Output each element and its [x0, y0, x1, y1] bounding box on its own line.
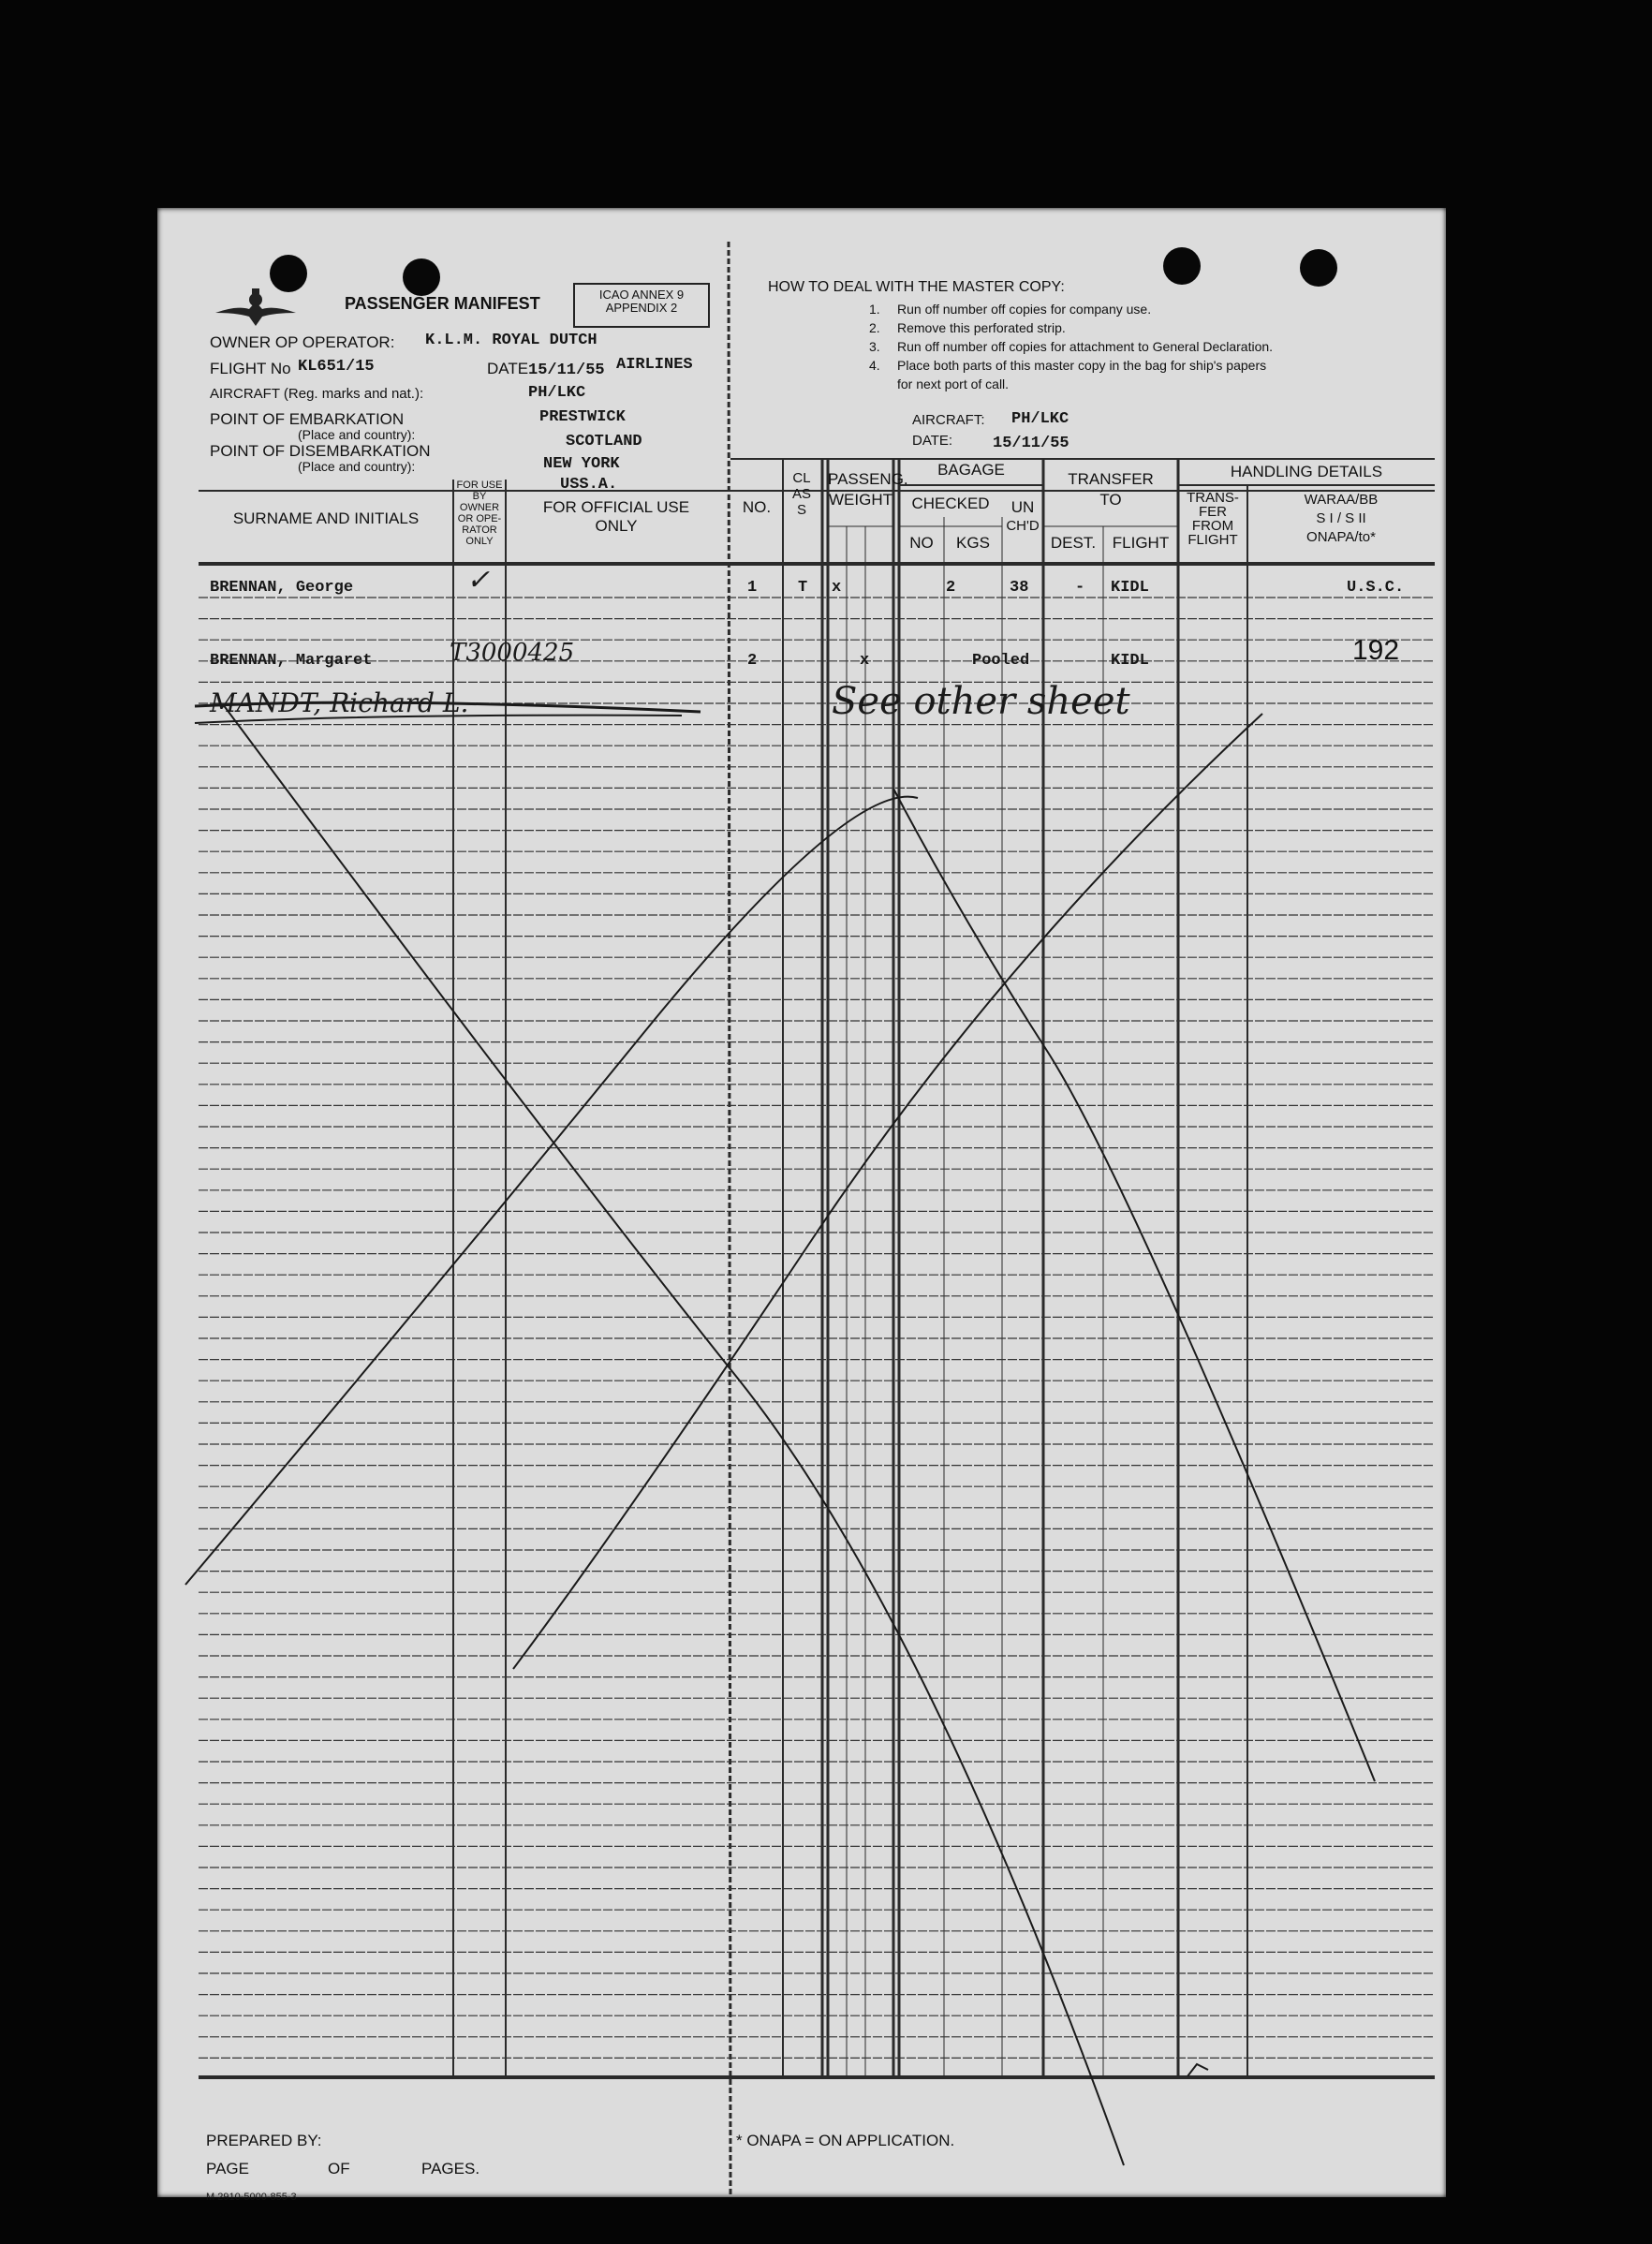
disembark-sub: (Place and country): [298, 459, 416, 474]
instr-aircraft-value: PH/LKC [1011, 410, 1069, 428]
embark-value: SCOTLAND [566, 433, 642, 450]
icao-line: APPENDIX 2 [605, 301, 678, 315]
handwritten-note: See other sheet [832, 680, 1130, 723]
official-handwritten: T3000425 [450, 639, 575, 667]
bag-kgs: 38 [1010, 579, 1029, 597]
instr-aircraft-label: AIRCRAFT: [912, 412, 985, 428]
col-class: CLASS [792, 470, 812, 518]
col-no: NO. [742, 498, 772, 516]
instr-date-value: 15/11/55 [993, 435, 1069, 452]
passenger-weight: x [832, 579, 842, 597]
col-dest: DEST. [1050, 534, 1097, 552]
page-label: PAGE [206, 2160, 249, 2178]
instructions-title: HOW TO DEAL WITH THE MASTER COPY: [768, 279, 1065, 295]
col-transfer: TRANSFER [1068, 470, 1154, 488]
col-for-use: FOR USE BY OWNER OR OPE- RATOR ONLY [456, 480, 503, 547]
col-sis: S I / S II [1316, 510, 1366, 526]
owner-label: OWNER OP OPERATOR: [210, 333, 395, 351]
passenger-no: 1 [747, 579, 758, 597]
col-transfer-to: TO [1099, 491, 1122, 509]
onapa-note: * ONAPA = ON APPLICATION. [736, 2132, 955, 2149]
disembark-value: USS.A. [560, 476, 618, 494]
of-label: OF [328, 2160, 350, 2178]
embark-label: POINT OF EMBARKATION [210, 410, 405, 428]
instr-date-label: DATE: [912, 433, 953, 449]
aircraft-value: PH/LKC [528, 384, 586, 402]
embark-sub: (Place and country): [298, 427, 416, 442]
bag-count: 2 [946, 579, 956, 597]
col-unchecked: UN [1010, 498, 1035, 516]
col-checked: CHECKED [911, 495, 990, 512]
col-waraa: WARAA/BB [1304, 492, 1379, 508]
passenger-name: BRENNAN, George [210, 579, 354, 597]
col-official: FOR OFFICIAL USE ONLY [542, 498, 690, 535]
instruction-item: 3. Run off number off copies for attachment to General Declaration. [869, 339, 1274, 354]
check-mark: ✓ [466, 564, 491, 597]
form-number: M 2910-5000-855-3 [206, 2192, 297, 2203]
col-bag-no: NO [909, 534, 934, 552]
embark-value: PRESTWICK [539, 408, 626, 426]
unchecked-bag: - [1075, 579, 1085, 597]
form-title: PASSENGER MANIFEST [345, 294, 540, 313]
handling-code: U.S.C. [1347, 579, 1405, 597]
disembark-label: POINT OF DISEMBARKATION [210, 442, 431, 460]
instruction-item: 2. Remove this perforated strip. [869, 320, 1066, 335]
col-surname: SURNAME AND INITIALS [232, 509, 420, 527]
passenger-name: BRENNAN, Margaret [210, 652, 373, 670]
prepared-by-label: PREPARED BY: [206, 2132, 322, 2149]
flight-label: FLIGHT No [210, 360, 291, 377]
aircraft-label: AIRCRAFT (Reg. marks and nat.): [210, 386, 424, 402]
passenger-weight: x [860, 652, 870, 670]
transfer-dest: KIDL [1111, 579, 1149, 597]
col-passeng: PASSENG. [828, 470, 908, 488]
bag-pooled: Pooled [972, 652, 1030, 670]
col-handling: HANDLING DETAILS [1230, 463, 1383, 480]
col-unchecked-2: CH'D [1006, 518, 1040, 534]
instruction-item: 4. Place both parts of this master copy in the bag for ship's papers [869, 358, 1267, 373]
manifest-sheet [157, 208, 1446, 2203]
col-kgs: KGS [956, 534, 990, 552]
date-value: 15/11/55 [528, 362, 605, 379]
icao-line: ICAO ANNEX 9 [598, 288, 685, 302]
instruction-item: 1. Run off number off copies for company use. [869, 302, 1152, 317]
passenger-no: 2 [747, 652, 758, 670]
handling-code: 192 [1352, 635, 1400, 666]
pages-label: PAGES. [421, 2160, 480, 2178]
owner-value: K.L.M. ROYAL DUTCH [425, 332, 597, 349]
passenger-class: T [798, 579, 808, 597]
col-weight: WEIGHT [829, 491, 892, 509]
flight-value: KL651/15 [298, 358, 375, 376]
instruction-item: for next port of call. [897, 376, 1010, 391]
col-flight: FLIGHT [1112, 534, 1170, 552]
transfer-dest: KIDL [1111, 652, 1149, 670]
date-label: DATE [487, 360, 529, 377]
col-transfer-from: TRANS- FER FROM FLIGHT [1187, 490, 1239, 548]
cancelled-passenger-name: MANDT, Richard L. [210, 687, 469, 718]
col-bagage: BAGAGE [937, 461, 1005, 479]
col-onapa: ONAPA/to* [1306, 529, 1376, 545]
disembark-value: NEW YORK [543, 455, 620, 473]
owner-value-cont: AIRLINES [616, 356, 693, 374]
